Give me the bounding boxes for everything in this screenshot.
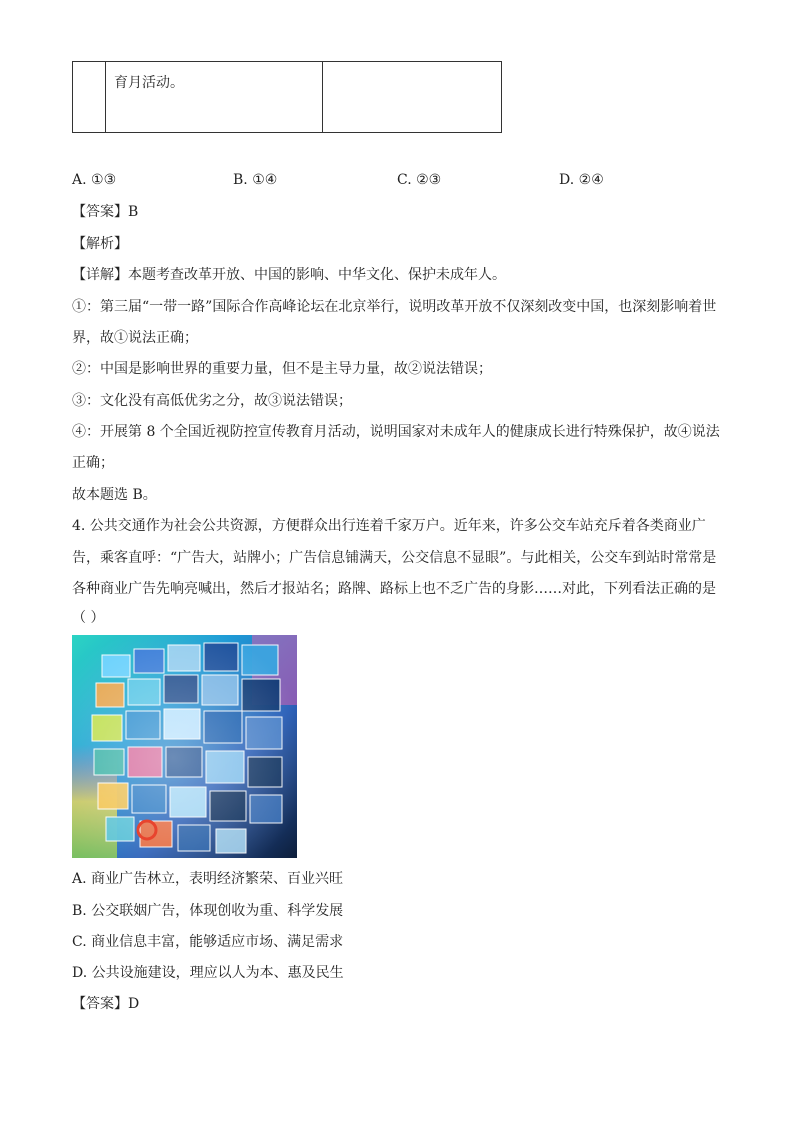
option-label: D. <box>559 172 575 188</box>
q3-detail: 【详解】本题考查改革开放、中国的影响、中华文化、保护未成年人。 <box>72 267 506 283</box>
q4-stem-line-2: 告，乘客直呼：“广告大，站牌小；广告信息铺满天，公交信息不显眼”。与此相关，公交车到站时常常是 <box>72 550 717 566</box>
q3-point-3: ③：文化没有高低优劣之分，故③说法错误； <box>72 393 352 409</box>
q3-point-1-cont: 界，故①说法正确； <box>72 330 198 346</box>
q3-analysis-title: 【解析】 <box>72 236 128 252</box>
advertising-collage-image <box>72 635 297 858</box>
option-label: B. <box>233 172 248 188</box>
option-b <box>233 172 277 188</box>
table-answer-cell <box>323 62 502 133</box>
option-value: ②④ <box>578 172 604 188</box>
q4-stem-line-1: 4. 公共交通作为社会公共资源，方便群众出行连着千家万户。近年来，许多公交车站充斥着各类商业广 <box>72 518 706 534</box>
q4-stem-blank: （ ） <box>72 610 105 626</box>
q4-option-d: D. 公共设施建设，理应以人为本、惠及民生 <box>72 965 344 981</box>
option-value: ②③ <box>416 172 442 188</box>
q4-option-a: A. 商业广告林立，表明经济繁荣、百业兴旺 <box>72 871 344 887</box>
q3-point-2: ②：中国是影响世界的重要力量，但不是主导力量，故②说法错误； <box>72 361 492 377</box>
q3-point-4: ④：开展第 8 个全国近视防控宣传教育月活动，说明国家对未成年人的健康成长进行特殊保护，故④说法 <box>72 424 720 440</box>
table-content-cell: 育月活动。 <box>106 62 323 133</box>
option-c <box>397 172 441 188</box>
q4-option-b: B. 公交联姻广告，体现创收为重、科学发展 <box>72 903 344 919</box>
option-d <box>559 172 604 188</box>
q3-point-1: ①：第三届“一带一路”国际合作高峰论坛在北京举行，说明改革开放不仅深刻改变中国，也深刻影响着世 <box>72 299 717 315</box>
option-label: A. <box>72 172 87 188</box>
q4-stem-line-3: 各种商业广告先响亮喊出，然后才报站名；路牌、路标上也不乏广告的身影……对此，下列看法正确的是 <box>72 581 716 597</box>
question-table <box>72 61 502 133</box>
option-value: ①③ <box>91 172 117 188</box>
q4-option-c: C. 商业信息丰富，能够适应市场、满足需求 <box>72 934 344 950</box>
q3-answer: 【答案】B <box>72 204 139 220</box>
q4-answer: 【答案】D <box>72 996 140 1012</box>
table-index-cell <box>73 62 106 133</box>
q3-point-4-cont: 正确； <box>72 455 114 471</box>
q3-conclusion: 故本题选 B。 <box>72 487 157 503</box>
option-a <box>72 172 116 188</box>
option-value: ①④ <box>252 172 278 188</box>
option-label: C. <box>397 172 412 188</box>
